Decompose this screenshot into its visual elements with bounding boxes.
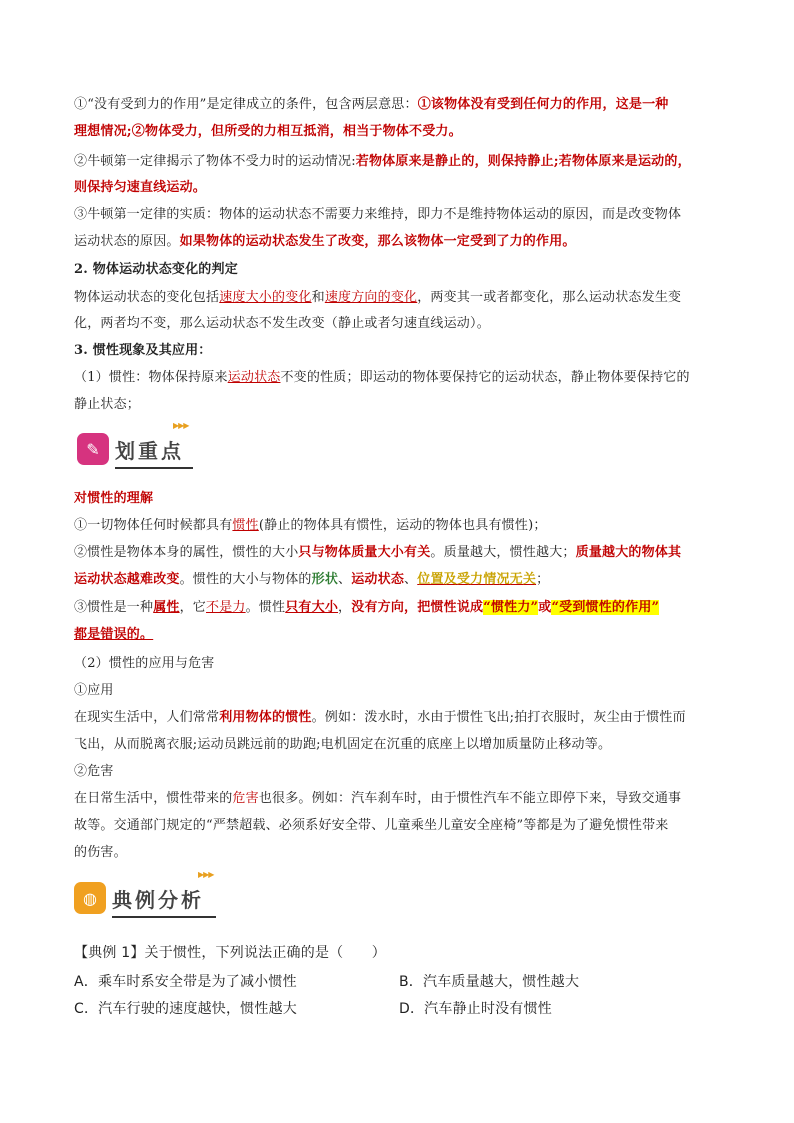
paragraph-line: 则保持匀速直线运动。 xyxy=(74,180,207,195)
paragraph-line: 化，两者均不变，那么运动状态不发生改变（静止或者匀速直线运动）。 xyxy=(74,316,490,331)
paragraph-line: ③惯性是一种属性，它不是力。惯性只有大小，没有方向，把惯性说成“惯性力”或“受到惯性的作用” xyxy=(74,600,660,615)
paragraph-line: 飞出，从而脱离衣服;运动员跳远前的助跑;电机固定在沉重的底座上以增加质量防止移动等。 xyxy=(74,737,612,752)
globe-icon: ◍ xyxy=(74,882,106,914)
paragraph-line: ①“没有受到力的作用”是定律成立的条件，包含两层意思：①该物体没有受到任何力的作用，这是一种 xyxy=(74,97,669,112)
pencil-icon: ✎ xyxy=(77,433,109,465)
paragraph-line: 物体运动状态的变化包括速度大小的变化和速度方向的变化，两变其一或者都变化，那么运动状态发生变 xyxy=(74,290,682,305)
paragraph-line: ②牛顿第一定律揭示了物体不受力时的运动情况:若物体原来是静止的，则保持静止;若物体原来是运动的， xyxy=(74,154,691,169)
paragraph-line: 的伤害。 xyxy=(74,845,127,860)
paragraph-line: 在现实生活中，人们常常利用物体的惯性。例如：泼水时，水由于惯性飞出;拍打衣服时，灰尘由于惯性而 xyxy=(74,710,686,725)
paragraph-line: ③牛顿第一定律的实质：物体的运动状态不需要力来维持，即力不是维持物体运动的原因，而是改变物体 xyxy=(74,207,682,222)
paragraph-line: 运动状态的原因。如果物体的运动状态发生了改变，那么该物体一定受到了力的作用。 xyxy=(74,234,576,249)
subheading: 对惯性的理解 xyxy=(74,491,154,506)
example-analysis-badge: ◍ 典例分析 ▶▶▶ xyxy=(74,882,204,914)
section-heading: 3. 惯性现象及其应用： xyxy=(74,343,212,358)
option-b: B．汽车质量越大，惯性越大 xyxy=(399,974,580,990)
key-points-badge: ✎ 划重点 ▶▶▶ xyxy=(77,433,184,465)
paragraph-line: ②惯性是物体本身的属性，惯性的大小只与物体质量大小有关。质量越大，惯性越大；质量越大的物体其 xyxy=(74,545,682,560)
option-d: D．汽车静止时没有惯性 xyxy=(399,1001,552,1017)
paragraph-line: ①应用 xyxy=(74,683,114,698)
paragraph-line: 运动状态越难改变。惯性的大小与物体的形状、运动状态、位置及受力情况无关； xyxy=(74,572,550,587)
paragraph-line: 理想情况;②物体受力，但所受的力相互抵消，相当于物体不受力。 xyxy=(74,124,462,139)
arrows-icon: ▶▶▶ xyxy=(173,421,189,430)
paragraph-line: 都是错误的。 xyxy=(74,627,154,642)
badge-underline xyxy=(115,467,193,469)
paragraph-line: 静止状态； xyxy=(74,397,141,412)
paragraph-line: 在日常生活中，惯性带来的危害也很多。例如：汽车刹车时，由于惯性汽车不能立即停下来，导致交通事 xyxy=(74,791,682,806)
badge-underline xyxy=(112,916,216,918)
paragraph-line: ②危害 xyxy=(74,764,114,779)
paragraph-line: （1）惯性：物体保持原来运动状态不变的性质；即运动的物体要保持它的运动状态，静止物体要保持它的 xyxy=(74,370,690,385)
section-heading: 2. 物体运动状态变化的判定 xyxy=(74,262,238,277)
paragraph-line: 故等。交通部门规定的“严禁超载、必须系好安全带、儿童乘坐儿童安全座椅”等都是为了避免惯性带来 xyxy=(74,818,669,833)
option-a: A．乘车时系安全带是为了减小惯性 xyxy=(74,974,297,990)
arrows-icon: ▶▶▶ xyxy=(198,870,214,879)
paragraph-line: （2）惯性的应用与危害 xyxy=(74,656,215,671)
question-stem: 【典例 1】关于惯性，下列说法正确的是（ ） xyxy=(74,945,386,961)
option-c: C．汽车行驶的速度越快，惯性越大 xyxy=(74,1001,297,1017)
paragraph-line: ①一切物体任何时候都具有惯性(静止的物体具有惯性，运动的物体也具有惯性)； xyxy=(74,518,547,533)
